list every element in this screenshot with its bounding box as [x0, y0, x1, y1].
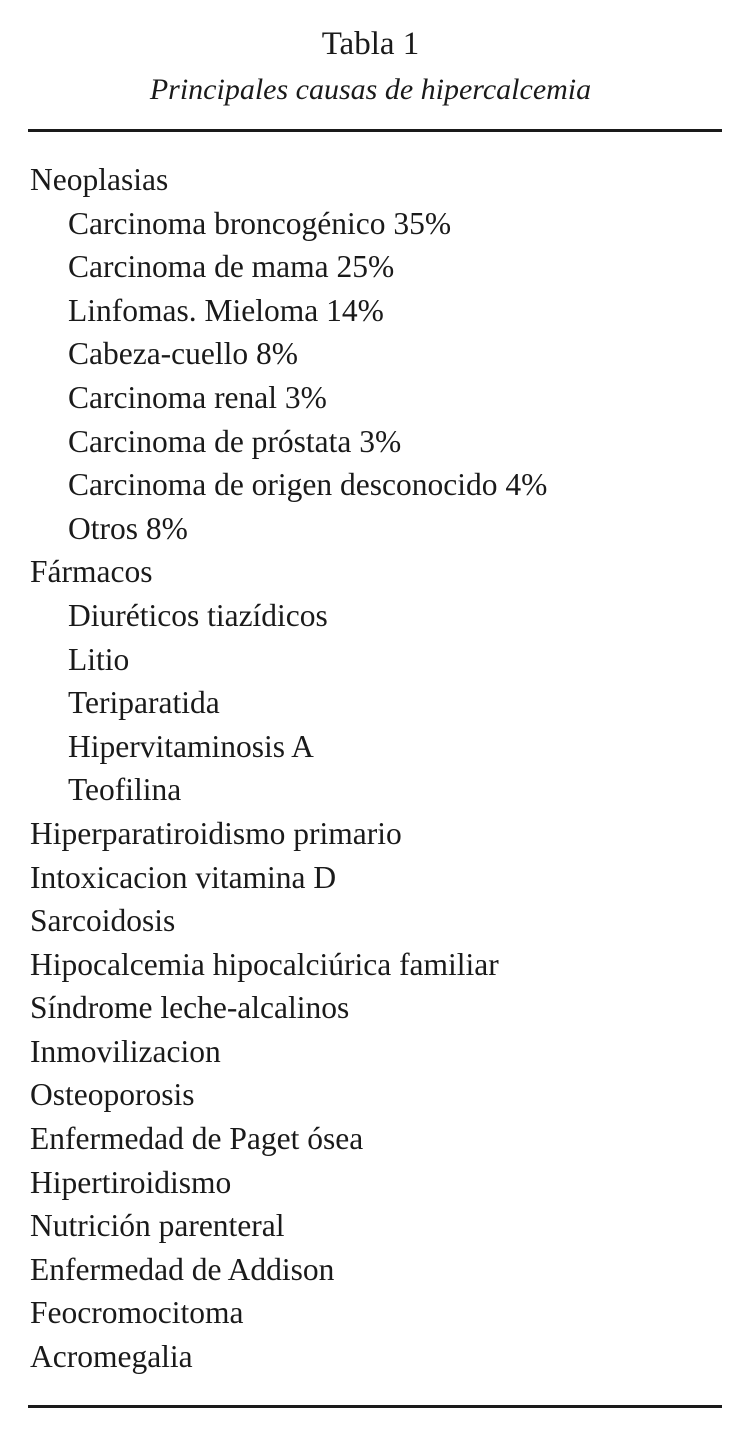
list-item: Fármacos	[30, 554, 153, 590]
list-item: Hipocalcemia hipocalciúrica familiar	[30, 946, 499, 982]
list-item: Inmovilizacion	[30, 1033, 221, 1069]
list-item: Osteoporosis	[30, 1077, 195, 1113]
causes-list	[30, 158, 720, 1379]
list-subitem: Carcinoma de mama 25%	[68, 249, 395, 285]
list-item: Hipertiroidismo	[30, 1164, 232, 1200]
list-subitem: Linfomas. Mieloma 14%	[68, 292, 384, 328]
list-item: Sarcoidosis	[30, 903, 176, 939]
bottom-rule	[28, 1405, 722, 1408]
list-subitem: Litio	[68, 641, 130, 677]
list-item: Feocromocitoma	[30, 1295, 244, 1331]
list-item: Enfermedad de Paget ósea	[30, 1121, 364, 1157]
list-subitem: Carcinoma broncogénico 35%	[68, 205, 452, 241]
list-item: Acromegalia	[30, 1339, 193, 1375]
list-subitem: Carcinoma renal 3%	[68, 379, 327, 415]
list-item: Nutrición parenteral	[30, 1208, 285, 1244]
top-rule	[28, 129, 722, 132]
list-subitem: Cabeza-cuello 8%	[68, 336, 299, 372]
list-item: Hiperparatiroidismo primario	[30, 815, 402, 851]
list-subitem: Teriparatida	[68, 685, 220, 721]
list-subitem: Otros 8%	[68, 510, 188, 546]
list-subitem: Teofilina	[68, 772, 182, 808]
list-item: Síndrome leche-alcalinos	[30, 990, 350, 1026]
list-subitem: Carcinoma de próstata 3%	[68, 423, 402, 459]
list-item: Neoplasias	[30, 162, 169, 197]
table-subtitle: Principales causas de hipercalcemia	[149, 73, 592, 106]
list-subitem: Diuréticos tiazídicos	[68, 597, 328, 633]
list-subitem: Carcinoma de origen desconocido 4%	[68, 467, 548, 503]
list-item: Enfermedad de Addison	[30, 1251, 335, 1287]
table-title: Tabla 1	[321, 26, 420, 62]
list-item: Intoxicacion vitamina D	[30, 859, 337, 895]
list-subitem: Hipervitaminosis A	[68, 728, 314, 764]
